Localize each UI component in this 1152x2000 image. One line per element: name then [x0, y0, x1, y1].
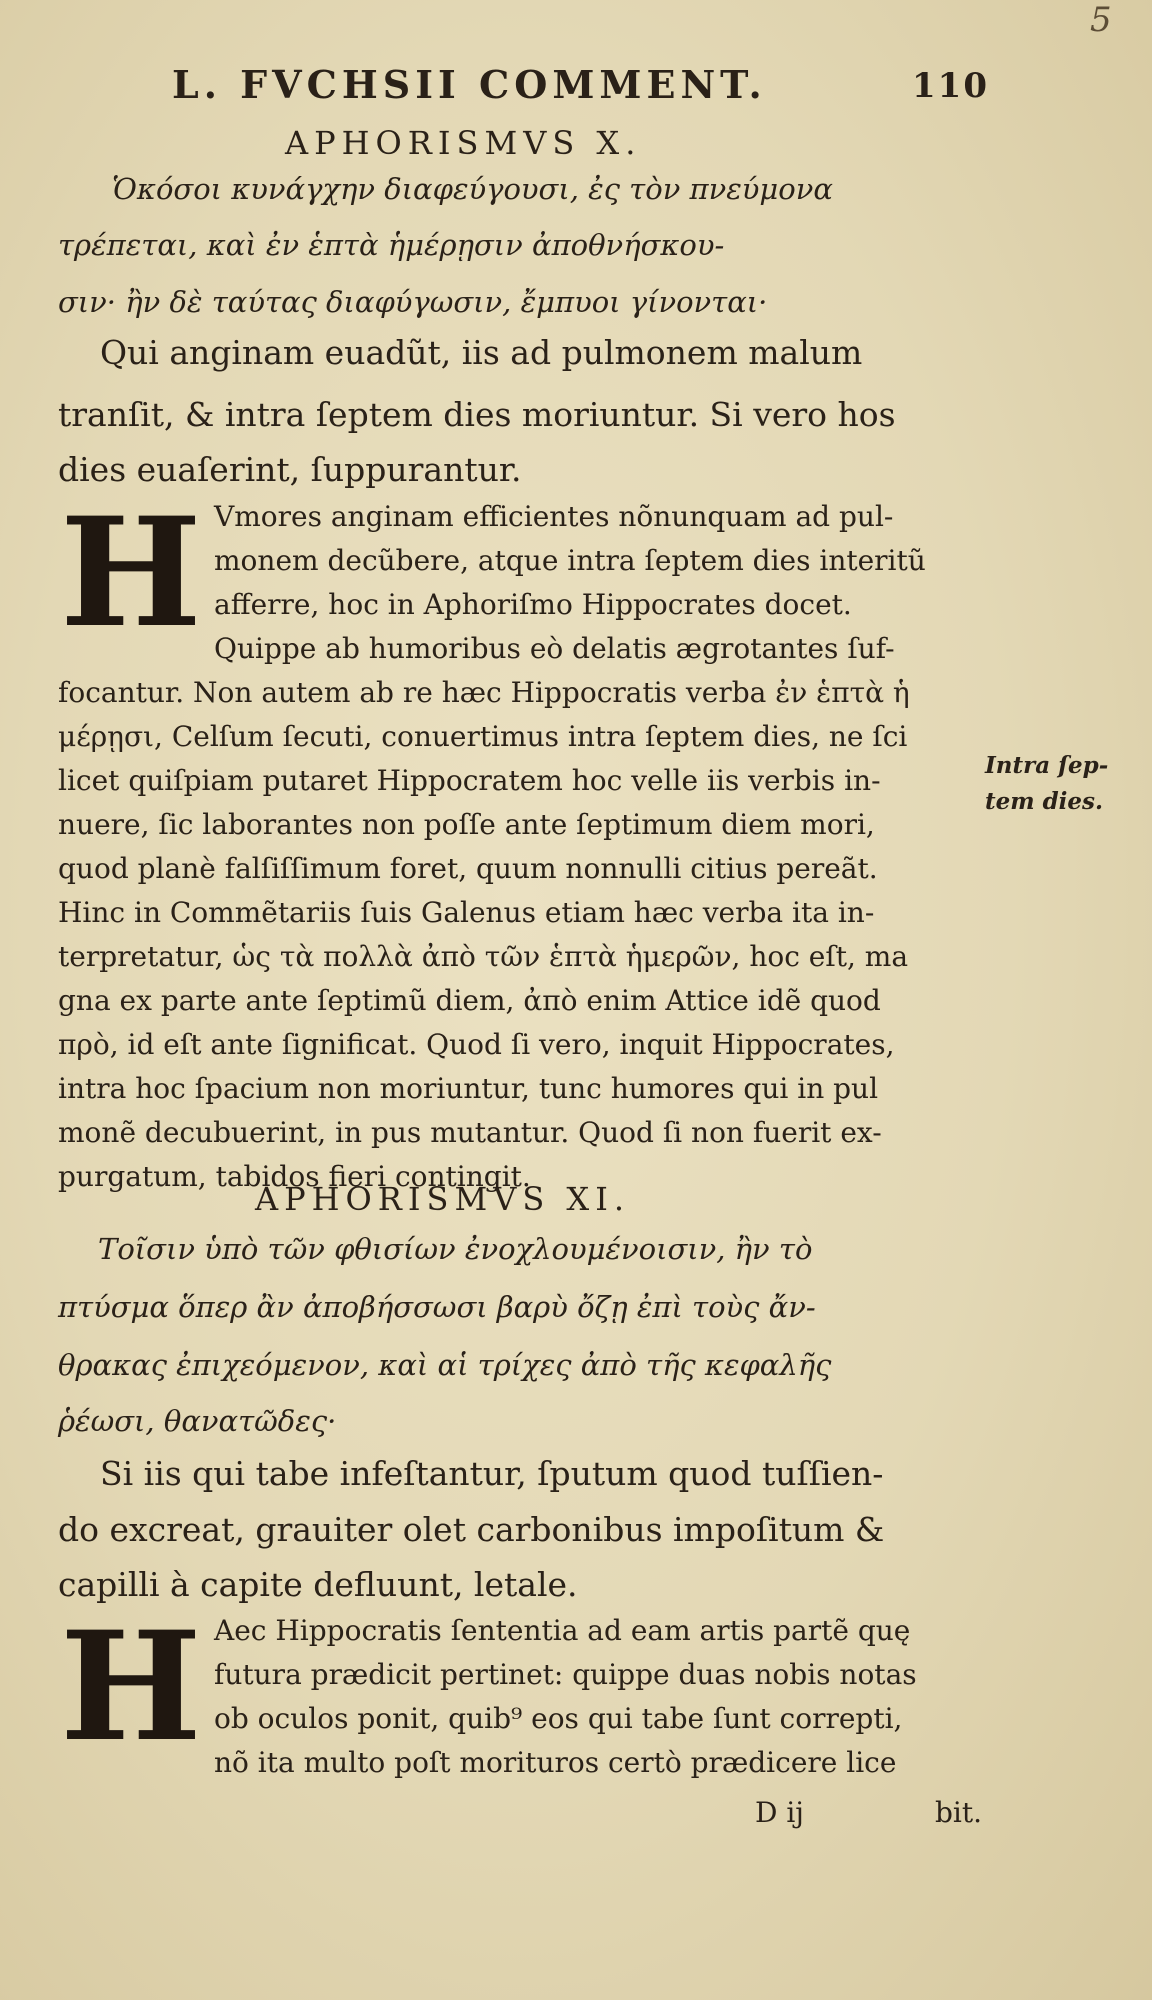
commentary-line: quod planè falſiſſimum foret, quum nonnulli citius pereãt. — [58, 852, 878, 885]
catchword: bit. — [935, 1796, 983, 1829]
aphorism-heading: APHORISMVS X. — [285, 124, 642, 162]
running-head: L. FVCHSII COMMENT. — [172, 62, 767, 107]
greek-line: Τοῖσιν ὑπὸ τῶν φθισίων ἐνοχλουμένοισιν, ἢν τὸ — [98, 1232, 813, 1266]
commentary-line: licet quiſpiam putaret Hippocratem hoc velle iis verbis in- — [58, 764, 881, 797]
latin-line: tranſit, & intra ſeptem dies moriuntur. Si vero hos — [58, 395, 896, 434]
commentary-line: Quippe ab humoribus eò delatis ægrotantes ſuf- — [214, 632, 895, 665]
greek-line: θρακας ἐπιχεόμενον, καὶ αἱ τρίχες ἀπὸ τῆς κεφαλῆς — [58, 1348, 832, 1382]
commentary-line: terpretatur, ὡς τὰ πολλὰ ἀπὸ τῶν ἑπτὰ ἡμερῶν, hoc eſt, ma — [58, 940, 909, 973]
drop-capital: H — [60, 1599, 202, 1775]
commentary-line: afferre, hoc in Aphoriſmo Hippocrates docet. — [214, 588, 852, 621]
marginal-note: Intra ſep- — [985, 752, 1109, 779]
greek-line: Ὁκόσοι κυνάγχην διαφεύγουσι, ἐς τὸν πνεύμονα — [112, 172, 833, 206]
latin-line: Qui anginam euadũt, iis ad pulmonem malum — [100, 333, 863, 372]
commentary-line: nuere, ſic laborantes non poſſe ante ſeptimum diem mori, — [58, 808, 875, 841]
commentary-line: μέρῃσι, Celſum ſecuti, conuertimus intra ſeptem dies, ne ſci — [58, 720, 908, 753]
page-number: 110 — [912, 66, 989, 106]
commentary-line: purgatum, tabidos fieri contingit. — [58, 1160, 531, 1193]
latin-line: dies euaſerint, ſuppurantur. — [58, 450, 522, 489]
commentary-line: nõ ita multo poſt morituros certò prædicere lice — [214, 1746, 897, 1779]
commentary-line: Aec Hippocratis ſententia ad eam artis partẽ quę — [214, 1614, 911, 1647]
commentary-line: πρὸ, id eſt ante ſignificat. Quod ſi vero, inquit Hippocrates, — [58, 1028, 895, 1061]
commentary-line: ob oculos ponit, quib⁹ eos qui tabe ſunt correpti, — [214, 1702, 903, 1735]
aphorism-heading: APHORISMVS XI. — [255, 1180, 630, 1218]
greek-line: πτύσμα ὅπερ ἂν ἀποβήσσωσι βαρὺ ὄζῃ ἐπὶ τοὺς ἄν- — [58, 1290, 816, 1324]
corner-mark: 5 — [1090, 0, 1112, 40]
commentary-line: monẽ decubuerint, in pus mutantur. Quod ſi non fuerit ex- — [58, 1116, 882, 1149]
drop-capital: H — [60, 485, 202, 661]
commentary-line: monem decũbere, atque intra ſeptem dies interitũ — [214, 544, 926, 577]
signature-mark: D ij — [755, 1796, 804, 1829]
greek-line: σιν· ἢν δὲ ταύτας διαφύγωσιν, ἔμπυοι γίνονται· — [58, 285, 768, 319]
latin-line: capilli à capite defluunt, letale. — [58, 1565, 578, 1604]
commentary-line: focantur. Non autem ab re hæc Hippocratis verba ἐν ἑπτὰ ἡ — [58, 676, 910, 709]
latin-line: Si iis qui tabe infeſtantur, ſputum quod tuſſien- — [100, 1454, 884, 1493]
marginal-note: tem dies. — [985, 788, 1104, 815]
commentary-line: Hinc in Commẽtariis ſuis Galenus etiam hæc verba ita in- — [58, 896, 875, 929]
commentary-line: futura prædicit pertinet: quippe duas nobis notas — [214, 1658, 917, 1691]
commentary-line: gna ex parte ante ſeptimũ diem, ἀπὸ enim Attice idẽ quod — [58, 984, 881, 1017]
greek-line: ῥέωσι, θανατῶδες· — [58, 1404, 337, 1438]
greek-line: τρέπεται, καὶ ἐν ἑπτὰ ἡμέρῃσιν ἀποθνήσκου- — [58, 228, 725, 262]
latin-line: do excreat, grauiter olet carbonibus impoſitum & — [58, 1510, 885, 1549]
commentary-line: Vmores anginam efficientes nõnunquam ad pul- — [214, 500, 894, 533]
commentary-line: intra hoc ſpacium non moriuntur, tunc humores qui in pul — [58, 1072, 879, 1105]
